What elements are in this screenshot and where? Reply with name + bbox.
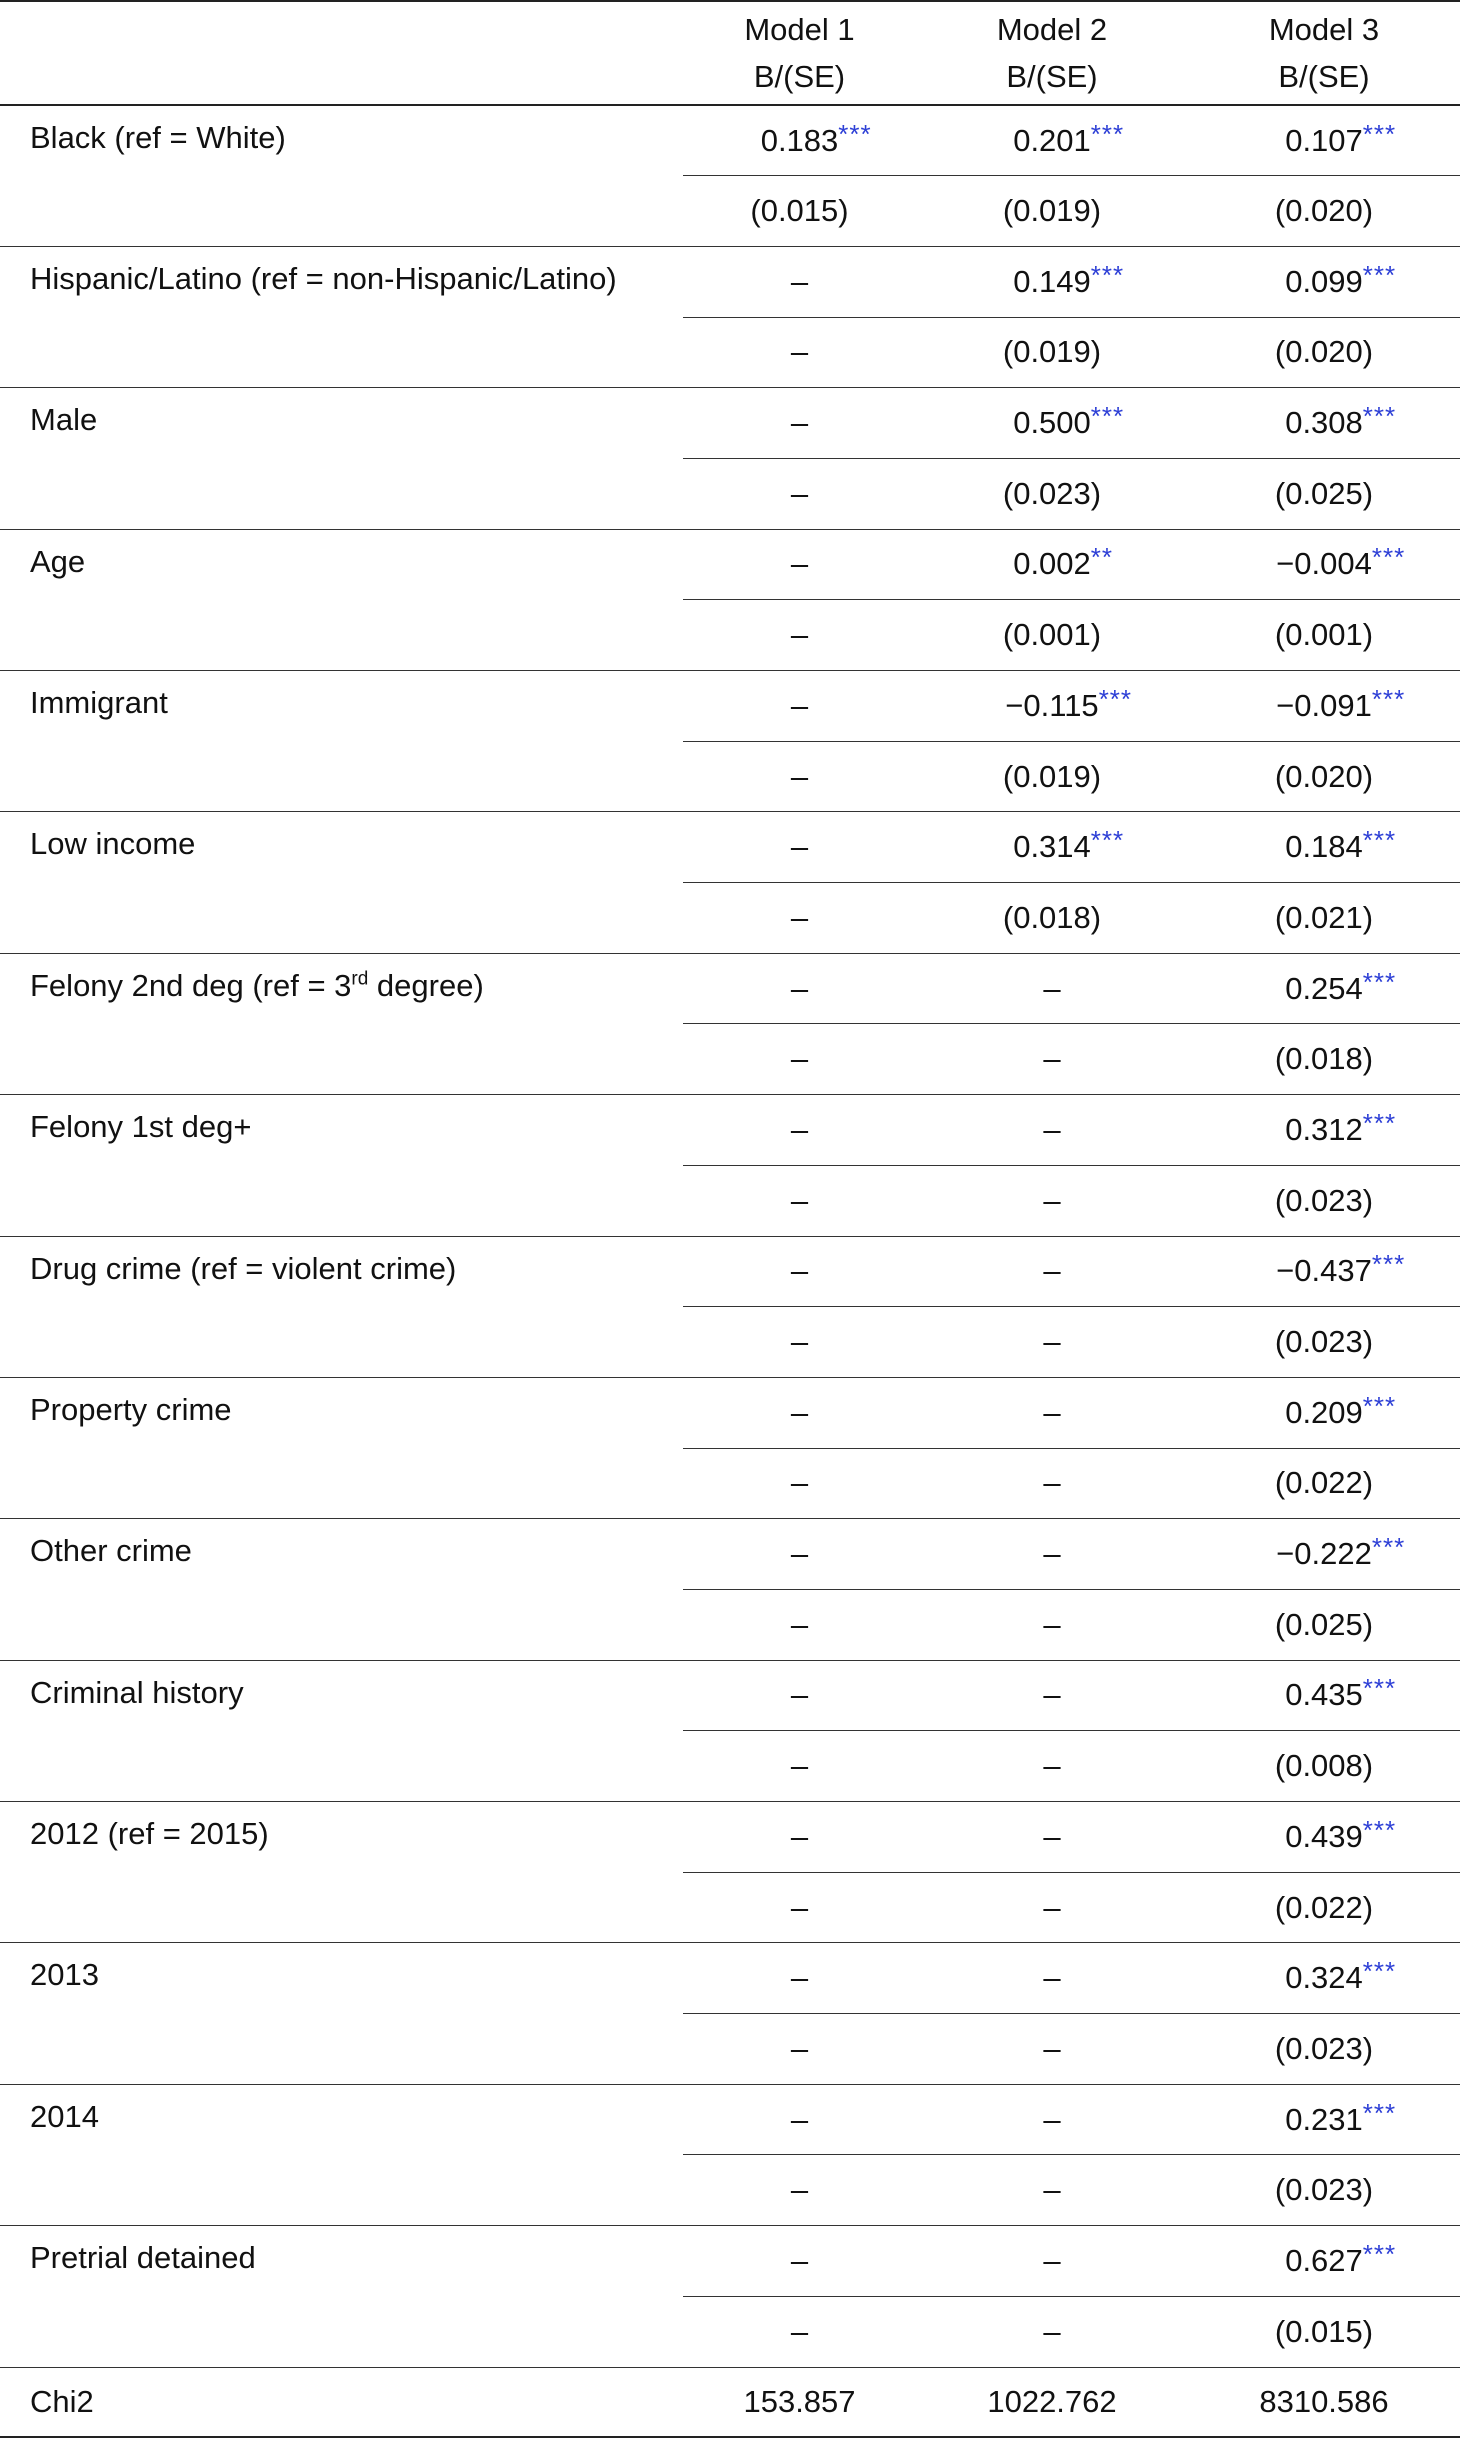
coef-value	[1013, 259, 1125, 300]
row-label-text: Male	[30, 402, 98, 438]
row-label	[0, 1943, 683, 2084]
significance-stars: ***	[1098, 683, 1133, 714]
row-label	[0, 246, 683, 387]
coef-value	[791, 829, 808, 865]
coef-cell-model-1	[683, 1660, 916, 1731]
coef-cell-model-2	[916, 1943, 1188, 2014]
coef-number: –	[790, 687, 809, 723]
coef-number: 0.254	[1285, 970, 1363, 1006]
coef-value	[1285, 401, 1397, 441]
coef-value	[1043, 1112, 1060, 1148]
coef-value	[1285, 1673, 1397, 1713]
coef-cell-model-2	[916, 953, 1188, 1024]
coef-value	[1043, 1819, 1060, 1855]
coef-value	[1013, 542, 1114, 582]
significance-stars: ***	[1362, 1107, 1397, 1138]
coef-value	[791, 1960, 808, 1996]
se-cell-model-2: –	[916, 2014, 1188, 2085]
coef-value	[791, 688, 808, 724]
row-label	[0, 1095, 683, 1236]
table-row	[0, 105, 1460, 176]
coef-number: –	[1043, 1394, 1061, 1430]
se-cell-model-2: –	[916, 1589, 1188, 1660]
coef-number: –	[790, 1960, 809, 1996]
coef-cell-model-2	[916, 671, 1188, 742]
row-label-text: 2012 (ref = 2015)	[30, 1816, 269, 1851]
coef-value	[1043, 2243, 1060, 2279]
se-cell-model-2: –	[916, 1165, 1188, 1236]
se-cell-model-2: (0.019)	[916, 741, 1188, 812]
coef-number: 0.308	[1285, 405, 1363, 441]
coef-value	[791, 1395, 808, 1431]
coef-cell-model-3	[1188, 1095, 1460, 1166]
row-label-text: Felony 2nd deg (ref = 3	[30, 967, 352, 1003]
row-label-text: Other crime	[30, 1533, 192, 1569]
se-cell-model-1: –	[683, 1307, 916, 1378]
se-cell-model-2: –	[916, 1307, 1188, 1378]
coef-value	[1285, 966, 1397, 1007]
coef-value	[1013, 825, 1125, 865]
coef-cell-model-3	[1188, 2226, 1460, 2297]
se-cell-model-3: (0.020)	[1188, 317, 1460, 388]
significance-stars: ***	[1371, 1532, 1406, 1563]
coef-cell-model-2	[916, 105, 1188, 176]
coef-number: 0.312	[1285, 1111, 1363, 1147]
footer-label: Chi2	[0, 2367, 683, 2437]
coef-number: –	[1043, 1677, 1061, 1713]
se-cell-model-3: (0.023)	[1188, 2155, 1460, 2226]
table-body	[0, 105, 1460, 2367]
footer-value-model-3: 8310.586	[1188, 2367, 1460, 2437]
coef-value	[1043, 1536, 1060, 1572]
se-cell-model-1: (0.015)	[683, 176, 916, 247]
coef-cell-model-3	[1188, 1660, 1460, 1731]
coef-value	[1276, 542, 1406, 582]
se-cell-model-1: –	[683, 883, 916, 954]
coef-number: –	[790, 1253, 809, 1289]
se-cell-model-1: –	[683, 1731, 916, 1802]
coef-number: 0.314	[1013, 829, 1091, 865]
coef-number: −0.222	[1276, 1536, 1372, 1572]
significance-stars: ***	[838, 118, 872, 149]
coef-number: –	[1043, 1960, 1061, 1996]
se-cell-model-2: –	[916, 2296, 1188, 2367]
header-model-name: Model 1	[744, 12, 855, 47]
coef-value	[791, 405, 808, 441]
coef-number: 0.231	[1285, 2101, 1363, 2137]
significance-stars: ***	[1362, 825, 1397, 856]
se-cell-model-1: –	[683, 1872, 916, 1943]
header-model-3	[1188, 1, 1460, 105]
se-cell-model-3: (0.021)	[1188, 883, 1460, 954]
coef-cell-model-2	[916, 529, 1188, 600]
coef-cell-model-1	[683, 953, 916, 1024]
coef-number: 0.500	[1013, 405, 1091, 441]
row-label-text: Immigrant	[30, 685, 168, 720]
coef-value	[1005, 683, 1133, 724]
significance-stars: ***	[1362, 2097, 1397, 2128]
se-cell-model-3: (0.023)	[1188, 1307, 1460, 1378]
footer-row-chi2	[0, 2367, 1460, 2437]
coef-cell-model-1	[683, 812, 916, 883]
se-cell-model-3: (0.018)	[1188, 1024, 1460, 1095]
coef-number: 0.184	[1285, 829, 1363, 865]
header-stat: B/(SE)	[1006, 59, 1098, 94]
coef-cell-model-3	[1188, 388, 1460, 459]
coef-cell-model-1	[683, 2226, 916, 2297]
row-label-text: Pretrial detained	[30, 2240, 256, 2276]
coef-number: 0.107	[1285, 122, 1363, 158]
table-row	[0, 1802, 1460, 1873]
se-cell-model-1: –	[683, 1165, 916, 1236]
coef-cell-model-1	[683, 2084, 916, 2155]
se-cell-model-1: –	[683, 600, 916, 671]
coef-number: –	[790, 405, 809, 441]
coef-value	[760, 118, 872, 159]
table-row	[0, 2226, 1460, 2297]
se-cell-model-1: –	[683, 1024, 916, 1095]
row-label	[0, 388, 683, 529]
coef-value	[1043, 2102, 1060, 2138]
coef-number: 0.183	[760, 122, 839, 158]
se-cell-model-1: –	[683, 2155, 916, 2226]
coef-cell-model-2	[916, 1802, 1188, 1873]
table-row	[0, 1943, 1460, 2014]
row-label-text: Felony 1st deg+	[30, 1109, 252, 1145]
se-cell-model-1: –	[683, 1448, 916, 1519]
row-label	[0, 105, 683, 246]
significance-stars: ***	[1362, 1814, 1397, 1845]
coef-value	[791, 1536, 808, 1572]
row-label-text: Black (ref = White)	[30, 120, 286, 155]
header-label-cell	[0, 1, 683, 105]
significance-stars: ***	[1362, 966, 1397, 997]
se-cell-model-2: (0.023)	[916, 458, 1188, 529]
coef-cell-model-2	[916, 2226, 1188, 2297]
significance-stars: ***	[1362, 1390, 1397, 1421]
coef-number: –	[790, 1111, 809, 1147]
coef-value	[1285, 1956, 1397, 1996]
coef-number: –	[1043, 1111, 1061, 1147]
table-row	[0, 1377, 1460, 1448]
row-label	[0, 1377, 683, 1518]
significance-stars: ***	[1362, 401, 1397, 432]
coef-number: −0.091	[1276, 687, 1372, 723]
header-stat: B/(SE)	[753, 59, 846, 94]
coef-cell-model-3	[1188, 671, 1460, 742]
row-label-text: Drug crime (ref = violent crime)	[30, 1250, 457, 1286]
significance-stars: ***	[1362, 259, 1397, 290]
coef-value	[1043, 1960, 1060, 1996]
coef-value	[1276, 1532, 1406, 1572]
coef-cell-model-3	[1188, 1377, 1460, 1448]
coef-number: –	[790, 1536, 809, 1572]
table-header-row	[0, 1, 1460, 105]
coef-number: –	[1043, 1253, 1061, 1289]
se-cell-model-2: –	[916, 2155, 1188, 2226]
row-label	[0, 953, 683, 1094]
coef-number: –	[790, 970, 809, 1006]
coef-cell-model-2	[916, 1236, 1188, 1307]
coef-value	[1276, 683, 1406, 724]
coef-cell-model-3	[1188, 953, 1460, 1024]
row-label	[0, 529, 683, 670]
coef-cell-model-1	[683, 671, 916, 742]
row-label	[0, 2226, 683, 2367]
coef-number: 0.435	[1285, 1677, 1363, 1713]
row-label	[0, 1236, 683, 1377]
coef-number: 0.201	[1013, 122, 1091, 158]
coef-number: −0.115	[1005, 687, 1099, 723]
coef-number: 0.099	[1285, 263, 1363, 299]
significance-stars: ***	[1090, 825, 1125, 856]
coef-value	[1013, 401, 1125, 441]
significance-stars: ***	[1090, 401, 1125, 432]
se-cell-model-3: (0.025)	[1188, 1589, 1460, 1660]
significance-stars: ***	[1371, 683, 1406, 714]
table-row	[0, 812, 1460, 883]
significance-stars: ***	[1362, 1956, 1397, 1987]
table-row	[0, 1660, 1460, 1731]
coef-value	[1276, 1249, 1406, 1289]
footer-value-model-2: 1022.762	[916, 2367, 1188, 2437]
coef-cell-model-1	[683, 1943, 916, 2014]
coef-number: 0.149	[1013, 263, 1091, 299]
coef-value	[791, 971, 808, 1007]
coef-cell-model-2	[916, 246, 1188, 317]
coef-number: –	[1043, 2242, 1061, 2278]
coef-cell-model-1	[683, 1519, 916, 1590]
coef-number: 0.439	[1285, 1818, 1363, 1854]
se-cell-model-1: –	[683, 1589, 916, 1660]
coef-cell-model-3	[1188, 812, 1460, 883]
header-model-2	[916, 1, 1188, 105]
row-label-text: Age	[30, 543, 86, 579]
coef-number: –	[790, 263, 809, 299]
table-row	[0, 953, 1460, 1024]
row-label	[0, 1802, 683, 1943]
coef-cell-model-2	[916, 812, 1188, 883]
coef-number: −0.004	[1276, 546, 1372, 582]
row-label-superscript: rd	[351, 968, 369, 990]
coef-cell-model-2	[916, 1660, 1188, 1731]
coef-cell-model-2	[916, 1095, 1188, 1166]
se-cell-model-2: –	[916, 1024, 1188, 1095]
header-model-name: Model 3	[1268, 12, 1380, 47]
se-cell-model-1: –	[683, 2014, 916, 2085]
coef-number: −0.437	[1276, 1253, 1372, 1289]
header-model-1	[683, 1, 916, 105]
coef-cell-model-1	[683, 1377, 916, 1448]
coef-value	[1285, 2097, 1397, 2138]
header-model-name: Model 2	[996, 12, 1108, 47]
significance-stars: ***	[1090, 118, 1125, 149]
se-cell-model-3: (0.015)	[1188, 2296, 1460, 2367]
table-row	[0, 1236, 1460, 1307]
coef-value	[791, 1819, 808, 1855]
coef-number: –	[1043, 1536, 1061, 1572]
coef-number: –	[790, 1677, 809, 1713]
se-cell-model-2: –	[916, 1448, 1188, 1519]
coef-number: –	[790, 1818, 809, 1854]
se-cell-model-1: –	[683, 741, 916, 812]
se-cell-model-2: (0.019)	[916, 317, 1188, 388]
table-row	[0, 246, 1460, 317]
coef-value	[1285, 118, 1397, 159]
coef-cell-model-3	[1188, 1943, 1460, 2014]
coef-cell-model-3	[1188, 1236, 1460, 1307]
se-cell-model-3: (0.020)	[1188, 741, 1460, 812]
coef-number: –	[1043, 970, 1061, 1006]
significance-stars: ***	[1090, 259, 1125, 290]
coef-number: 0.209	[1285, 1394, 1363, 1430]
se-cell-model-1: –	[683, 458, 916, 529]
coef-value	[1043, 1253, 1060, 1289]
se-cell-model-3: (0.001)	[1188, 600, 1460, 671]
table-row	[0, 671, 1460, 742]
coef-value	[791, 1112, 808, 1148]
row-label-text: Hispanic/Latino (ref = non-Hispanic/Latino)	[30, 260, 617, 296]
coef-number: –	[790, 829, 809, 865]
coef-cell-model-1	[683, 1095, 916, 1166]
table-row	[0, 1519, 1460, 1590]
row-label	[0, 2084, 683, 2225]
se-cell-model-2: –	[916, 1731, 1188, 1802]
se-cell-model-3: (0.022)	[1188, 1448, 1460, 1519]
significance-stars: ***	[1362, 118, 1397, 149]
coef-number: 0.324	[1285, 1960, 1363, 1996]
se-cell-model-3: (0.008)	[1188, 1731, 1460, 1802]
row-label	[0, 671, 683, 812]
coef-value	[791, 264, 808, 300]
row-label-text: Low income	[30, 826, 196, 862]
coef-value	[791, 1677, 808, 1713]
coef-cell-model-3	[1188, 1519, 1460, 1590]
coef-cell-model-2	[916, 2084, 1188, 2155]
coef-cell-model-1	[683, 529, 916, 600]
se-cell-model-2: (0.001)	[916, 600, 1188, 671]
significance-stars: ***	[1362, 1673, 1397, 1704]
significance-stars: ***	[1362, 2238, 1397, 2269]
coef-value	[1285, 1107, 1397, 1148]
coef-cell-model-3	[1188, 1802, 1460, 1873]
table-row	[0, 388, 1460, 459]
table-row	[0, 529, 1460, 600]
coef-cell-model-2	[916, 388, 1188, 459]
coef-value	[791, 2243, 808, 2279]
coef-value	[1285, 825, 1397, 865]
significance-stars: ***	[1371, 1249, 1406, 1280]
table-row	[0, 2084, 1460, 2155]
coef-value	[1013, 118, 1125, 159]
se-cell-model-3: (0.023)	[1188, 1165, 1460, 1236]
footer-value-model-1: 153.857	[683, 2367, 916, 2437]
row-label-text: 2014	[30, 2098, 99, 2134]
se-cell-model-1: –	[683, 317, 916, 388]
se-cell-model-2: (0.019)	[916, 176, 1188, 247]
se-cell-model-1: –	[683, 2296, 916, 2367]
coef-value	[1043, 971, 1060, 1007]
significance-stars: ***	[1371, 542, 1406, 573]
coef-value	[791, 1253, 808, 1289]
se-cell-model-3: (0.022)	[1188, 1872, 1460, 1943]
row-label	[0, 1519, 683, 1660]
coef-cell-model-3	[1188, 2084, 1460, 2155]
coef-cell-model-3	[1188, 246, 1460, 317]
coef-value	[1043, 1395, 1060, 1431]
coef-cell-model-1	[683, 105, 916, 176]
row-label-text: 2013	[30, 1957, 99, 1993]
coef-number: –	[790, 2101, 809, 2137]
coef-cell-model-2	[916, 1377, 1188, 1448]
coef-cell-model-1	[683, 388, 916, 459]
coef-cell-model-3	[1188, 529, 1460, 600]
coef-cell-model-1	[683, 1236, 916, 1307]
coef-number: 0.627	[1285, 2242, 1363, 2278]
coef-value	[791, 546, 808, 582]
se-cell-model-2: –	[916, 1872, 1188, 1943]
se-cell-model-2: (0.018)	[916, 883, 1188, 954]
row-label	[0, 1660, 683, 1801]
coef-cell-model-1	[683, 246, 916, 317]
coef-number: –	[790, 546, 809, 582]
se-cell-model-3: (0.025)	[1188, 458, 1460, 529]
coef-number: –	[790, 2242, 809, 2278]
coef-value	[1285, 2238, 1397, 2279]
significance-stars: **	[1090, 542, 1114, 573]
coef-value	[1285, 1814, 1397, 1855]
coef-cell-model-1	[683, 1802, 916, 1873]
coef-cell-model-2	[916, 1519, 1188, 1590]
row-label-tail: degree)	[368, 967, 484, 1003]
se-cell-model-3: (0.020)	[1188, 176, 1460, 247]
coef-cell-model-3	[1188, 105, 1460, 176]
header-stat: B/(SE)	[1278, 59, 1370, 94]
row-label-text: Criminal history	[30, 1674, 244, 1710]
row-label	[0, 812, 683, 953]
coef-value	[1043, 1677, 1060, 1713]
coef-value	[1285, 259, 1397, 300]
table-row	[0, 1095, 1460, 1166]
coef-number: 0.002	[1013, 546, 1091, 582]
coef-number: –	[1043, 1818, 1061, 1854]
coef-value	[791, 2102, 808, 2138]
coef-value	[1285, 1390, 1397, 1431]
coef-number: –	[790, 1394, 809, 1430]
se-cell-model-3: (0.023)	[1188, 2014, 1460, 2085]
coef-number: –	[1043, 2101, 1061, 2137]
row-label-text: Property crime	[30, 1391, 232, 1427]
